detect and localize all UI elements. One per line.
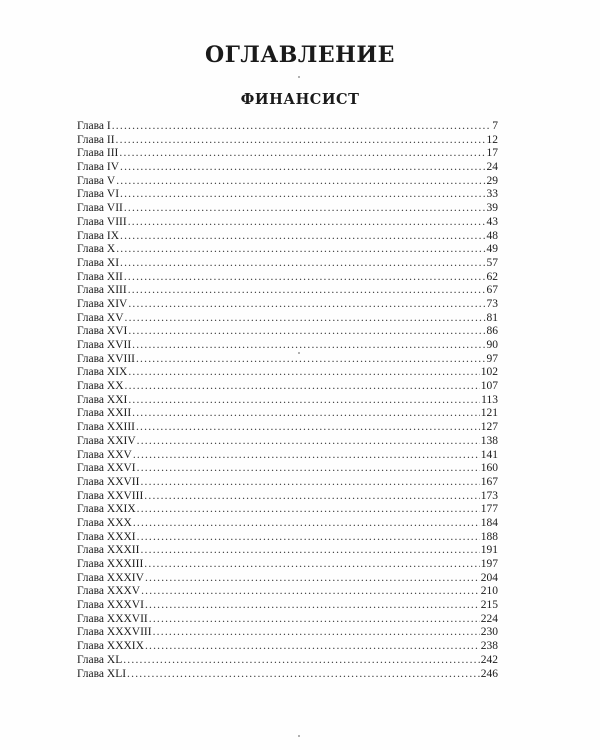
toc-entry-label: Глава XVI	[77, 325, 128, 338]
print-speck	[298, 352, 300, 354]
print-speck	[298, 76, 300, 78]
toc-entry	[77, 517, 498, 531]
toc-entry-label: Глава II	[77, 133, 115, 146]
toc-entry-page-number: 81	[486, 311, 498, 324]
toc-entry-page-number: 33	[486, 188, 498, 201]
toc-dot-leader	[120, 161, 485, 175]
toc-dot-leader	[128, 216, 486, 230]
toc-entry-label: Глава XXXV	[77, 585, 141, 598]
toc-entry-label: Глава XXVI	[77, 462, 136, 475]
toc-entry-label: Глава XXXI	[77, 530, 136, 543]
toc-entry	[77, 476, 498, 490]
toc-dot-leader	[133, 449, 480, 463]
toc-dot-leader	[136, 421, 480, 435]
toc-entry-page-number: 86	[486, 325, 498, 338]
toc-entry	[77, 271, 498, 285]
toc-entry-label: Глава XXXVIII	[77, 626, 152, 639]
page-title: ОГЛАВЛЕНИЕ	[205, 42, 395, 68]
toc-dot-leader	[120, 257, 485, 271]
toc-dot-leader	[137, 503, 480, 517]
toc-dot-leader	[125, 312, 486, 326]
toc-dot-leader	[116, 134, 486, 148]
toc-dot-leader	[124, 271, 486, 285]
toc-entry	[77, 284, 498, 298]
toc-entry-label: Глава XXIII	[77, 421, 135, 434]
toc-entry	[77, 134, 498, 148]
toc-dot-leader	[123, 654, 480, 668]
toc-entry-page-number: 246	[480, 667, 498, 680]
toc-entry	[77, 202, 498, 216]
toc-entry-page-number: 191	[480, 544, 498, 557]
toc-dot-leader	[128, 325, 485, 339]
toc-entry	[77, 230, 498, 244]
toc-entry	[77, 161, 498, 175]
toc-entry	[77, 188, 498, 202]
toc-entry-page-number: 204	[480, 571, 498, 584]
toc-entry	[77, 175, 498, 189]
toc-entry-label: Глава XXII	[77, 407, 132, 420]
toc-entry-page-number: 43	[486, 215, 498, 228]
toc-entry	[77, 462, 498, 476]
toc-dot-leader	[125, 380, 480, 394]
toc-entry-label: Глава VIII	[77, 215, 127, 228]
toc-dot-leader	[136, 353, 486, 367]
toc-entry-page-number: 17	[486, 147, 498, 160]
toc-entry-label: Глава XIII	[77, 284, 127, 297]
toc-dot-leader	[112, 120, 492, 134]
table-of-contents	[77, 120, 498, 681]
toc-dot-leader	[137, 462, 480, 476]
toc-entry	[77, 394, 498, 408]
toc-entry-page-number: 107	[480, 380, 498, 393]
toc-entry	[77, 366, 498, 380]
toc-entry-label: Глава XL	[77, 653, 123, 666]
toc-entry	[77, 325, 498, 339]
toc-dot-leader	[116, 175, 485, 189]
toc-entry-page-number: 230	[480, 626, 498, 639]
toc-entry-page-number: 160	[480, 462, 498, 475]
toc-entry-label: Глава VI	[77, 188, 120, 201]
toc-dot-leader	[119, 147, 485, 161]
toc-entry	[77, 120, 498, 134]
toc-entry-page-number: 90	[486, 339, 498, 351]
toc-dot-leader	[128, 366, 479, 380]
toc-dot-leader	[120, 230, 485, 244]
toc-entry-page-number: 167	[480, 475, 498, 488]
toc-entry	[77, 599, 498, 613]
toc-entry	[77, 407, 498, 421]
toc-entry-page-number: 188	[480, 530, 498, 543]
toc-entry-label: Глава XV	[77, 311, 124, 324]
toc-entry-page-number: 173	[480, 489, 498, 502]
toc-entry-page-number: 29	[486, 174, 498, 187]
toc-entry-page-number: 48	[486, 229, 498, 242]
toc-dot-leader	[144, 558, 479, 572]
toc-entry-page-number: 39	[486, 202, 498, 215]
toc-entry-page-number: 197	[480, 558, 498, 570]
toc-entry	[77, 147, 498, 161]
toc-dot-leader	[153, 626, 480, 640]
toc-entry	[77, 640, 498, 654]
toc-entry-page-number: 138	[480, 434, 498, 447]
toc-entry	[77, 421, 498, 435]
toc-entry	[77, 490, 498, 504]
toc-entry	[77, 503, 498, 517]
toc-entry	[77, 668, 498, 682]
toc-entry-page-number: 24	[486, 161, 498, 174]
toc-entry	[77, 572, 498, 586]
toc-dot-leader	[132, 339, 485, 353]
toc-entry-label: Глава XXVIII	[77, 489, 144, 502]
toc-entry	[77, 654, 498, 668]
print-speck	[298, 735, 300, 737]
toc-dot-leader	[124, 202, 486, 216]
toc-entry-page-number: 102	[480, 366, 498, 379]
toc-entry-label: Глава XXXIV	[77, 571, 144, 584]
toc-dot-leader	[128, 298, 485, 312]
toc-entry-label: Глава V	[77, 174, 116, 187]
toc-entry-page-number: 62	[486, 270, 498, 283]
toc-entry	[77, 257, 498, 271]
toc-dot-leader	[116, 243, 485, 257]
toc-dot-leader	[137, 531, 480, 545]
toc-entry-label: Глава XXXII	[77, 544, 140, 557]
toc-entry-page-number: 210	[480, 585, 498, 598]
toc-entry	[77, 449, 498, 463]
toc-entry-label: Глава XXV	[77, 448, 132, 461]
toc-entry-page-number: 73	[486, 297, 498, 310]
toc-dot-leader	[145, 572, 480, 586]
toc-entry-label: Глава XXXIII	[77, 558, 144, 570]
toc-entry-page-number: 97	[486, 352, 498, 365]
section-title: ФИНАНСИСТ	[240, 91, 360, 108]
toc-entry-label: Глава XXXVII	[77, 612, 148, 625]
toc-entry-label: Глава XVII	[77, 339, 132, 351]
toc-entry-page-number: 7	[492, 120, 498, 132]
toc-entry-label: Глава XXXVI	[77, 599, 144, 612]
toc-entry	[77, 380, 498, 394]
toc-dot-leader	[133, 517, 480, 531]
toc-dot-leader	[141, 585, 480, 599]
toc-entry-label: Глава XXVII	[77, 475, 140, 488]
toc-entry-label: Глава XII	[77, 270, 123, 283]
toc-entry-label: Глава XX	[77, 380, 124, 393]
toc-dot-leader	[127, 668, 480, 682]
toc-dot-leader	[120, 188, 485, 202]
toc-entry-page-number: 121	[480, 407, 498, 420]
toc-entry-label: Глава VII	[77, 202, 123, 215]
toc-entry-page-number: 224	[480, 612, 498, 625]
toc-entry-label: Глава XLI	[77, 667, 127, 680]
toc-dot-leader	[128, 394, 480, 408]
toc-entry-label: Глава IV	[77, 161, 120, 174]
toc-entry-label: Глава IX	[77, 229, 120, 242]
toc-entry-label: Глава XI	[77, 256, 120, 269]
toc-dot-leader	[140, 544, 479, 558]
toc-entry-page-number: 177	[480, 503, 498, 516]
toc-entry-page-number: 12	[486, 133, 498, 146]
toc-entry	[77, 339, 498, 353]
toc-entry	[77, 243, 498, 257]
toc-entry-label: Глава XIX	[77, 366, 128, 379]
toc-entry-page-number: 113	[481, 393, 498, 406]
toc-entry-page-number: 57	[486, 256, 498, 269]
toc-entry	[77, 353, 498, 367]
toc-entry-label: Глава XXIV	[77, 434, 136, 447]
toc-dot-leader	[132, 407, 480, 421]
toc-dot-leader	[140, 476, 479, 490]
toc-entry-label: Глава XXIX	[77, 503, 136, 516]
toc-dot-leader	[128, 284, 486, 298]
toc-entry-label: Глава XXI	[77, 393, 128, 406]
toc-dot-leader	[144, 490, 479, 504]
toc-entry	[77, 558, 498, 572]
toc-entry	[77, 216, 498, 230]
toc-entry-label: Глава XXXIX	[77, 640, 144, 653]
toc-entry	[77, 312, 498, 326]
toc-entry-page-number: 127	[480, 421, 498, 434]
toc-entry	[77, 544, 498, 558]
toc-dot-leader	[137, 435, 480, 449]
toc-entry	[77, 626, 498, 640]
toc-entry-page-number: 215	[480, 599, 498, 612]
toc-entry	[77, 531, 498, 545]
toc-entry-page-number: 238	[480, 640, 498, 653]
toc-entry-page-number: 67	[486, 284, 498, 297]
toc-dot-leader	[145, 640, 480, 654]
toc-entry	[77, 613, 498, 627]
toc-entry-page-number: 141	[480, 448, 498, 461]
toc-entry-label: Глава XXX	[77, 516, 132, 529]
toc-dot-leader	[149, 613, 480, 627]
toc-entry-label: Глава XIV	[77, 297, 128, 310]
toc-entry-label: Глава I	[77, 120, 111, 132]
toc-entry-page-number: 184	[480, 516, 498, 529]
toc-entry	[77, 585, 498, 599]
toc-entry-label: Глава X	[77, 243, 116, 256]
toc-entry-page-number: 242	[480, 653, 498, 666]
toc-entry-page-number: 49	[486, 243, 498, 256]
toc-entry-label: Глава III	[77, 147, 119, 160]
toc-entry	[77, 435, 498, 449]
toc-entry	[77, 298, 498, 312]
toc-entry-label: Глава XVIII	[77, 352, 135, 365]
toc-dot-leader	[145, 599, 480, 613]
